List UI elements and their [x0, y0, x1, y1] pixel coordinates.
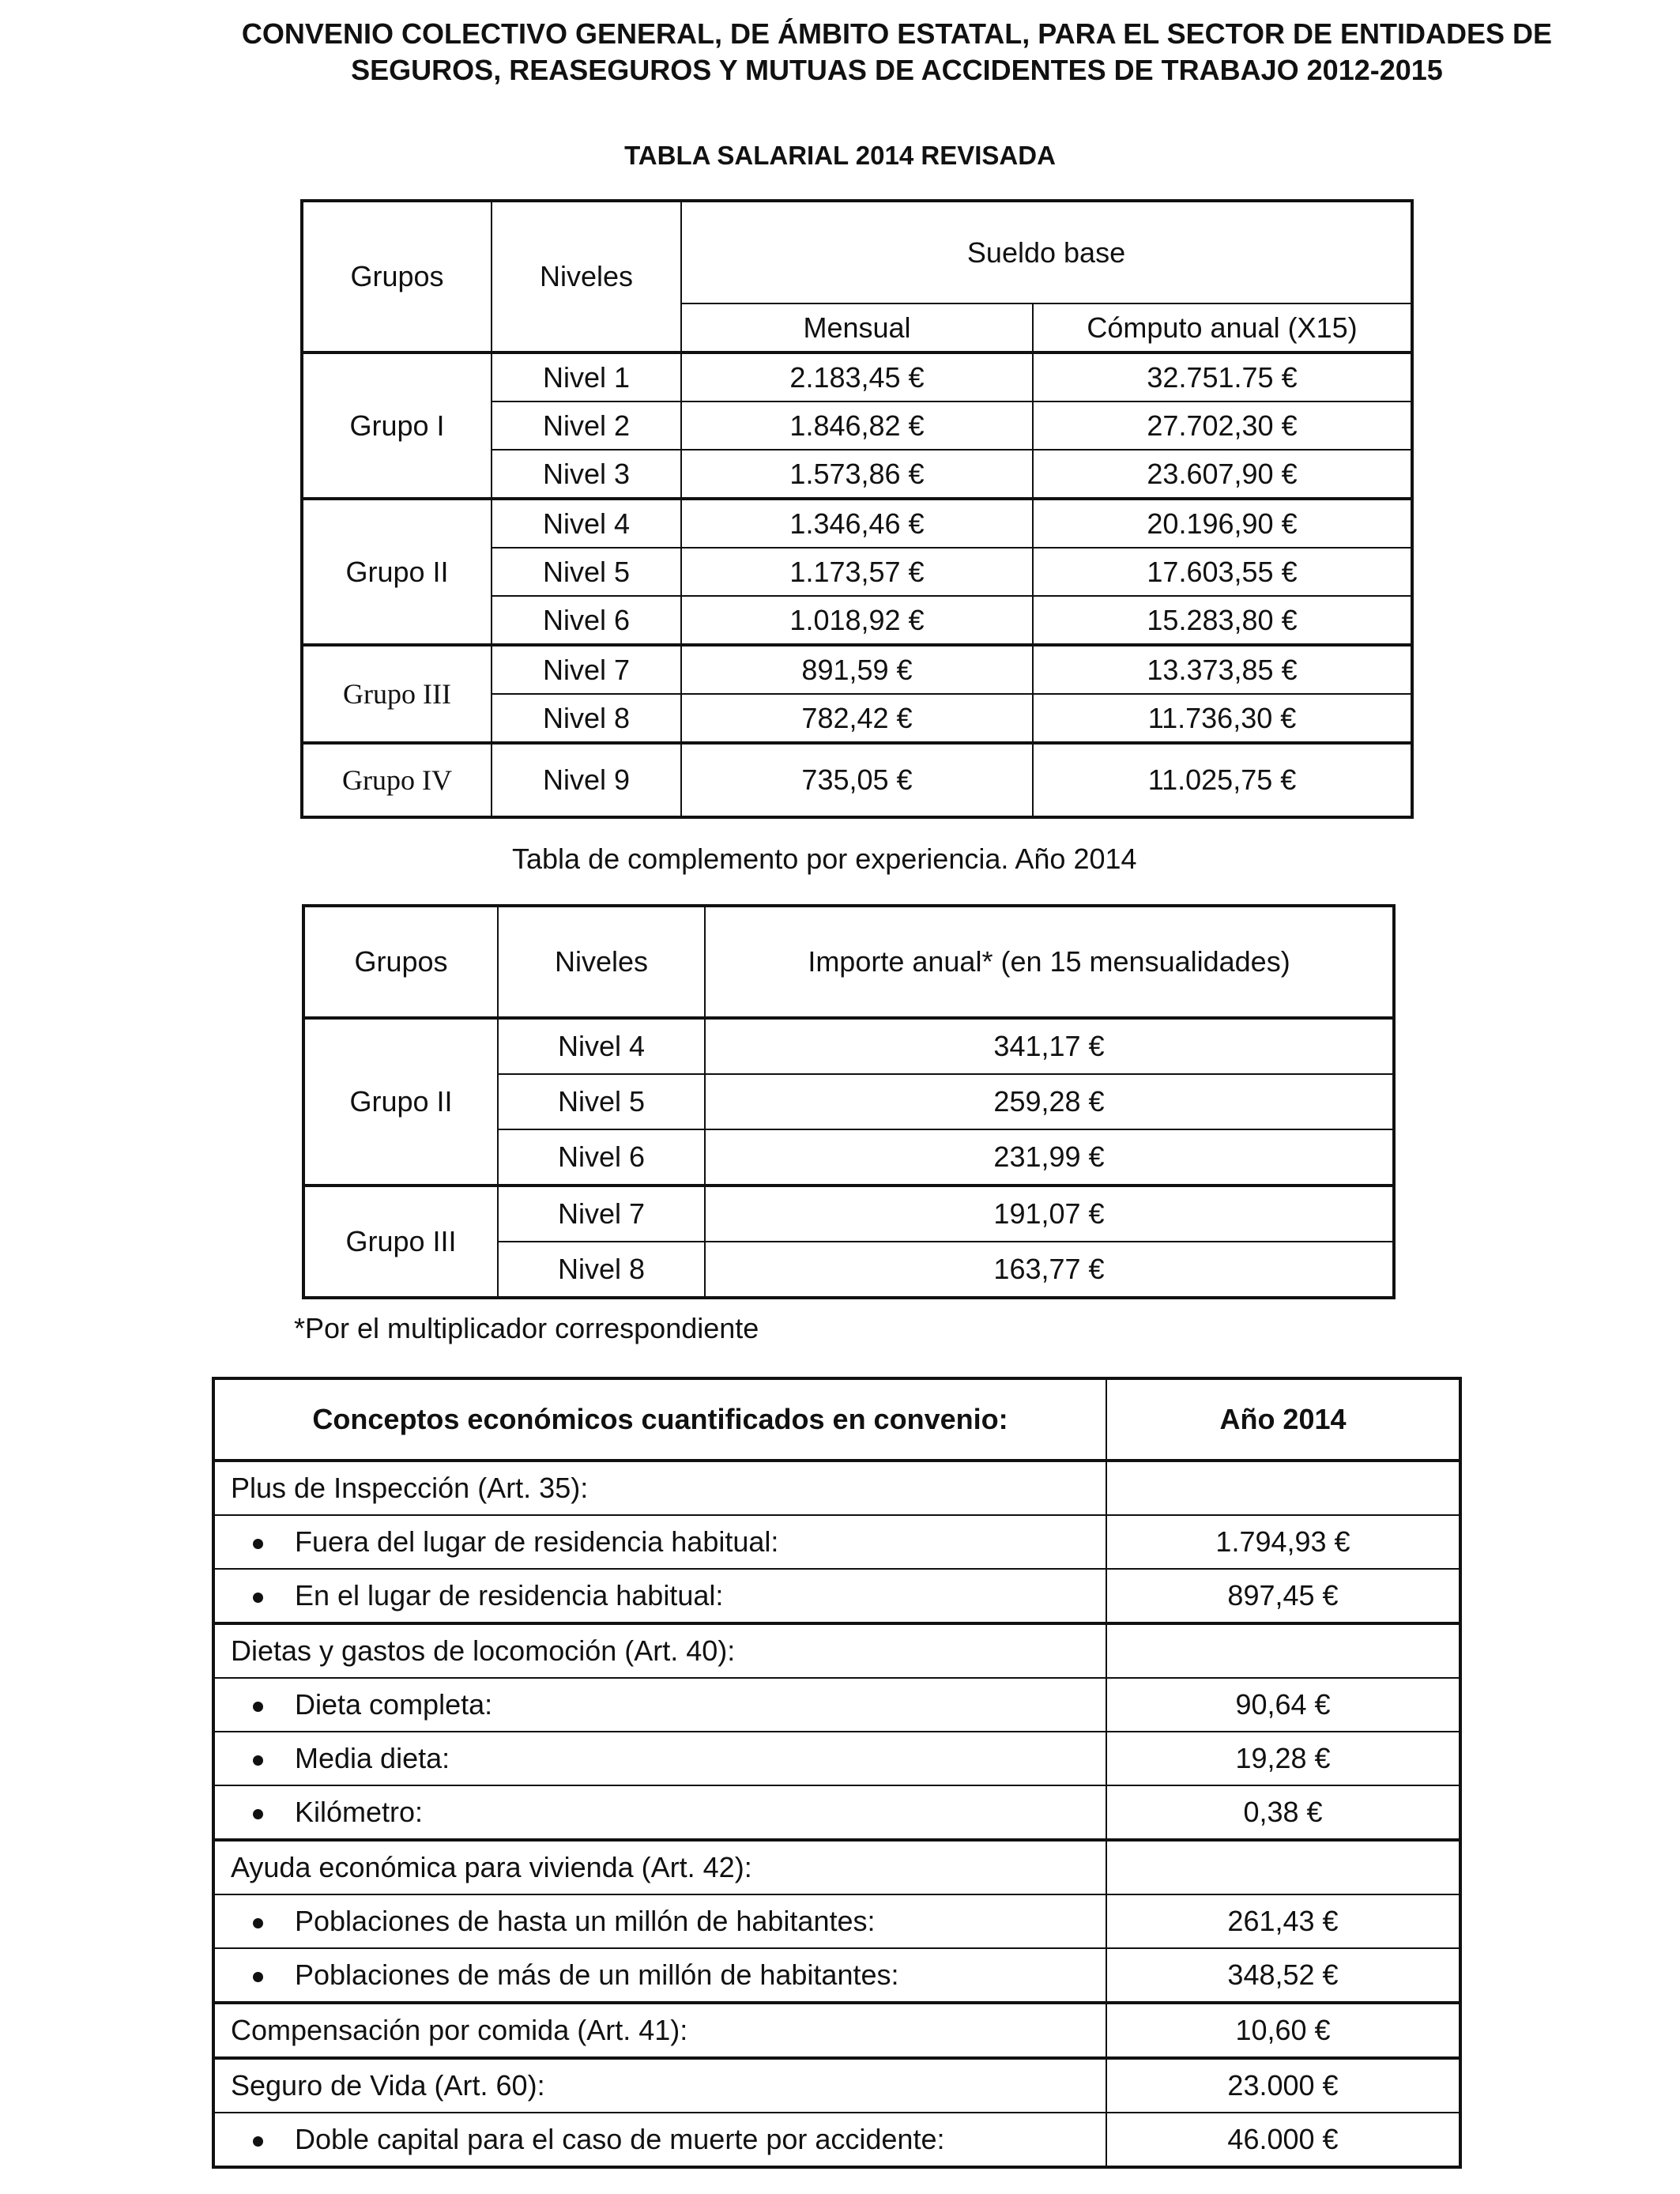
nivel-cell: Nivel 7 — [492, 645, 681, 694]
concept-label-cell — [213, 1732, 1106, 1785]
concept-label-cell — [213, 1623, 1106, 1678]
concept-row — [213, 1840, 1460, 1894]
concept-value: 90,64 € — [1106, 1678, 1460, 1732]
group-name: Grupo II — [303, 1018, 498, 1186]
nivel-cell: Nivel 9 — [492, 743, 681, 817]
salary-row — [302, 352, 1412, 401]
importe-cell: 191,07 € — [705, 1186, 1394, 1242]
title-line-1: CONVENIO COLECTIVO GENERAL, DE ÁMBITO ESTATAL, PARA EL SECTOR DE ENTIDADES DE — [241, 17, 1553, 50]
mensual-cell: 735,05 € — [681, 743, 1033, 817]
concept-row — [213, 1569, 1460, 1623]
bullet-icon — [253, 1918, 263, 1928]
concept-value: 0,38 € — [1106, 1785, 1460, 1840]
header-computo-anual: Cómputo anual (X15) — [1033, 303, 1412, 352]
nivel-cell: Nivel 4 — [498, 1018, 705, 1074]
concept-label-cell — [213, 2003, 1106, 2058]
concept-row — [213, 1623, 1460, 1678]
header-grupos: Grupos — [303, 906, 498, 1018]
mensual-cell: 1.018,92 € — [681, 596, 1033, 645]
group-name: Grupo II — [302, 499, 492, 645]
concept-value — [1106, 1461, 1460, 1515]
concept-row — [213, 1461, 1460, 1515]
concept-value: 348,52 € — [1106, 1948, 1460, 2003]
title-line-2: SEGUROS, REASEGUROS Y MUTUAS DE ACCIDENTES DE TRABAJO 2012-2015 — [351, 54, 1443, 86]
header-sueldo-base: Sueldo base — [681, 201, 1412, 303]
concept-label-cell — [213, 1948, 1106, 2003]
group-name: Grupo I — [302, 352, 492, 499]
nivel-cell: Nivel 5 — [498, 1074, 705, 1129]
importe-cell: 163,77 € — [705, 1242, 1394, 1298]
header-importe-anual: Importe anual* (en 15 mensualidades) — [705, 906, 1394, 1018]
anual-cell: 15.283,80 € — [1033, 596, 1412, 645]
anual-cell: 32.751.75 € — [1033, 352, 1412, 401]
anual-cell: 17.603,55 € — [1033, 548, 1412, 596]
mensual-cell: 1.573,86 € — [681, 450, 1033, 499]
nivel-cell: Nivel 5 — [492, 548, 681, 596]
nivel-cell: Nivel 8 — [498, 1242, 705, 1298]
concept-label: Poblaciones de más de un millón de habitantes: — [295, 1958, 899, 1991]
concept-value: 19,28 € — [1106, 1732, 1460, 1785]
anual-cell: 27.702,30 € — [1033, 401, 1412, 450]
concept-label: Kilómetro: — [295, 1796, 424, 1828]
concept-row — [213, 2113, 1460, 2167]
concept-value: 897,45 € — [1106, 1569, 1460, 1623]
concept-label: En el lugar de residencia habitual: — [295, 1579, 724, 1612]
concept-label: Dietas y gastos de locomoción (Art. 40): — [231, 1634, 736, 1667]
mensual-cell: 782,42 € — [681, 694, 1033, 743]
header-year: Año 2014 — [1106, 1378, 1460, 1461]
nivel-cell: Nivel 4 — [492, 499, 681, 548]
concept-label: Plus de Inspección (Art. 35): — [231, 1472, 589, 1504]
concept-row — [213, 1678, 1460, 1732]
nivel-cell: Nivel 6 — [492, 596, 681, 645]
concept-label: Ayuda económica para vivienda (Art. 42): — [231, 1851, 752, 1883]
header-grupos: Grupos — [302, 201, 492, 352]
salary-table-title: TABLA SALARIAL 2014 REVISADA — [624, 141, 1056, 170]
concept-value: 23.000 € — [1106, 2058, 1460, 2113]
bullet-icon — [253, 2136, 263, 2147]
bullet-icon — [253, 1809, 263, 1819]
group-name: Grupo IV — [302, 743, 492, 817]
mensual-cell: 1.346,46 € — [681, 499, 1033, 548]
concept-label: Dieta completa: — [295, 1688, 493, 1721]
salary-row — [302, 645, 1412, 694]
nivel-cell: Nivel 6 — [498, 1129, 705, 1186]
nivel-cell: Nivel 1 — [492, 352, 681, 401]
concept-value: 46.000 € — [1106, 2113, 1460, 2167]
concept-value: 261,43 € — [1106, 1894, 1460, 1948]
concept-row — [213, 2003, 1460, 2058]
concept-label: Seguro de Vida (Art. 60): — [231, 2069, 545, 2102]
concept-value — [1106, 1840, 1460, 1894]
concept-label-cell — [213, 1840, 1106, 1894]
importe-cell: 231,99 € — [705, 1129, 1394, 1186]
concept-label: Fuera del lugar de residencia habitual: — [295, 1525, 779, 1558]
group-name: Grupo III — [303, 1186, 498, 1298]
nivel-cell: Nivel 8 — [492, 694, 681, 743]
salary-row — [302, 743, 1412, 817]
concept-row — [213, 1894, 1460, 1948]
bullet-icon — [253, 1755, 263, 1766]
concept-row — [213, 1785, 1460, 1840]
salary-table — [300, 199, 1414, 819]
nivel-cell: Nivel 2 — [492, 401, 681, 450]
concept-value: 1.794,93 € — [1106, 1515, 1460, 1569]
experience-row — [303, 1018, 1394, 1074]
concepts-table — [212, 1377, 1462, 2169]
experience-row — [303, 1186, 1394, 1242]
group-name: Grupo III — [302, 645, 492, 743]
bullet-icon — [253, 1972, 263, 1982]
salary-row — [302, 499, 1412, 548]
concept-label-cell — [213, 2058, 1106, 2113]
concept-row — [213, 1515, 1460, 1569]
importe-cell: 259,28 € — [705, 1074, 1394, 1129]
concept-label-cell — [213, 1894, 1106, 1948]
footnote: *Por el multiplicador correspondiente — [294, 1312, 759, 1344]
experience-table-caption: Tabla de complemento por experiencia. Año 2014 — [512, 843, 1137, 875]
concept-label-cell — [213, 1461, 1106, 1515]
anual-cell: 20.196,90 € — [1033, 499, 1412, 548]
concept-label: Media dieta: — [295, 1742, 450, 1774]
importe-cell: 341,17 € — [705, 1018, 1394, 1074]
bullet-icon — [253, 1702, 263, 1712]
experience-table — [302, 904, 1396, 1299]
bullet-icon — [253, 1539, 263, 1549]
mensual-cell: 2.183,45 € — [681, 352, 1033, 401]
concept-row — [213, 1948, 1460, 2003]
concept-label-cell — [213, 1785, 1106, 1840]
concept-label-cell — [213, 1678, 1106, 1732]
anual-cell: 13.373,85 € — [1033, 645, 1412, 694]
concept-label: Compensación por comida (Art. 41): — [231, 2014, 688, 2046]
header-niveles: Niveles — [492, 201, 681, 352]
concept-value — [1106, 1623, 1460, 1678]
concept-label: Doble capital para el caso de muerte por accidente: — [295, 2123, 945, 2155]
header-niveles: Niveles — [498, 906, 705, 1018]
anual-cell: 11.736,30 € — [1033, 694, 1412, 743]
concept-label-cell — [213, 1569, 1106, 1623]
mensual-cell: 891,59 € — [681, 645, 1033, 694]
header-concepts: Conceptos económicos cuantificados en convenio: — [213, 1378, 1106, 1461]
anual-cell: 11.025,75 € — [1033, 743, 1412, 817]
document-title — [126, 16, 1667, 89]
anual-cell: 23.607,90 € — [1033, 450, 1412, 499]
mensual-cell: 1.173,57 € — [681, 548, 1033, 596]
concept-label-cell — [213, 2113, 1106, 2167]
bullet-icon — [253, 1593, 263, 1603]
nivel-cell: Nivel 3 — [492, 450, 681, 499]
nivel-cell: Nivel 7 — [498, 1186, 705, 1242]
header-mensual: Mensual — [681, 303, 1033, 352]
concept-label-cell — [213, 1515, 1106, 1569]
concept-label: Poblaciones de hasta un millón de habitantes: — [295, 1905, 876, 1937]
concept-value: 10,60 € — [1106, 2003, 1460, 2058]
concept-row — [213, 1732, 1460, 1785]
concept-row — [213, 2058, 1460, 2113]
mensual-cell: 1.846,82 € — [681, 401, 1033, 450]
